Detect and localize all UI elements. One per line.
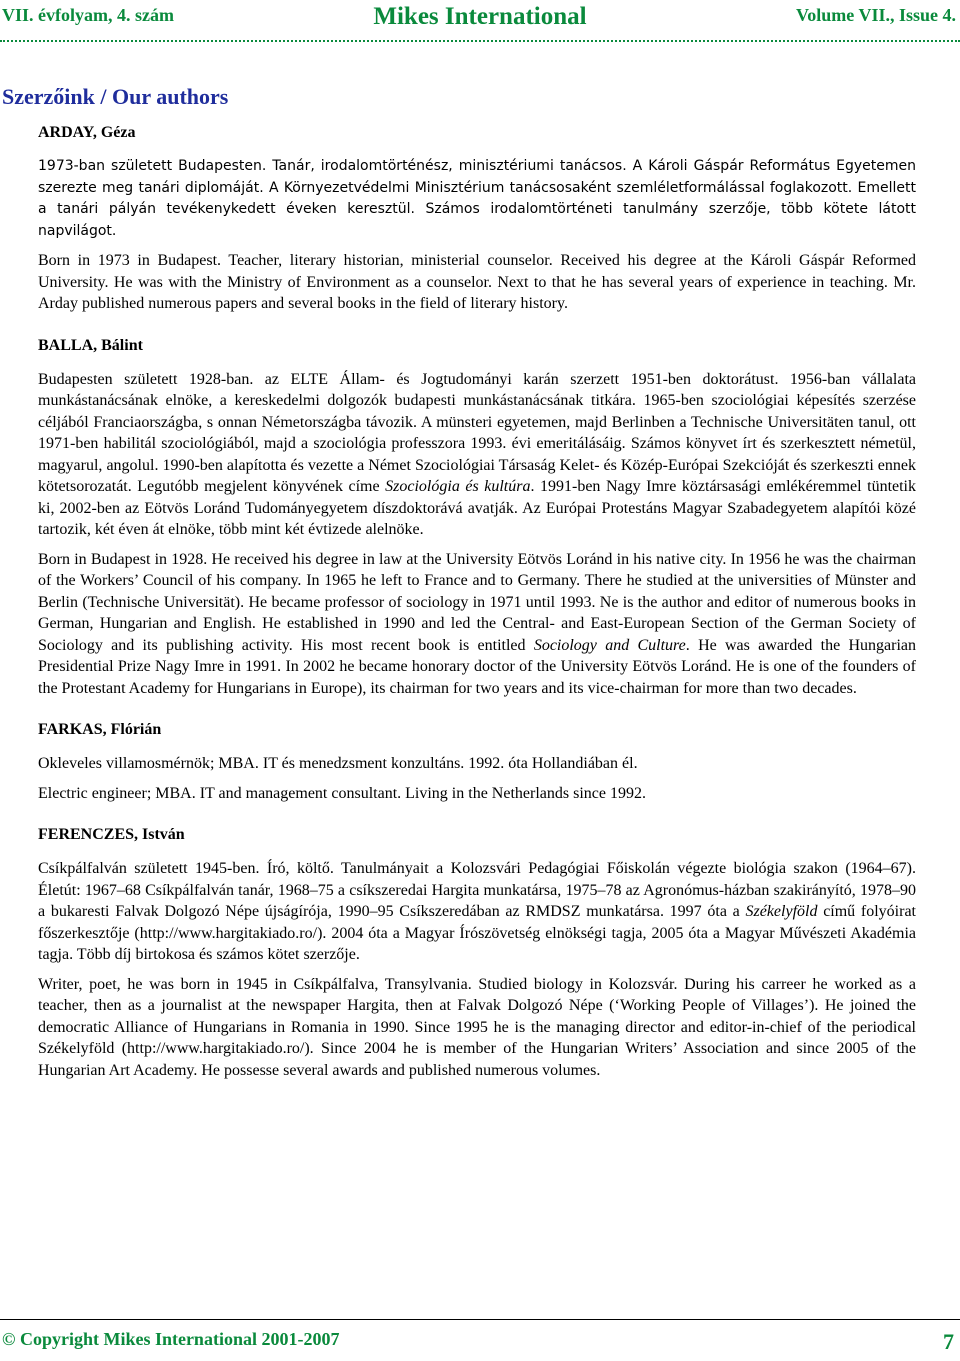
footer-copyright: © Copyright Mikes International 2001-2007 bbox=[2, 1329, 340, 1349]
author-name: FERENCZES, István bbox=[38, 826, 185, 843]
periodical-title: Székelyföld bbox=[745, 903, 818, 920]
bio-text: című folyóirat főszerkesztője (http://www.hargitakiado.ro/). 2004 óta a Magyar Írószövetség elnökségi tagja, 2005 óta a Magyar Művészeti Akadémia tagja. Több díj birtokosa és számos kötet szerzője. bbox=[38, 903, 916, 963]
page-number: 7 bbox=[943, 1329, 954, 1354]
bio-text: . He was awarded the Hungarian Presidential Prize Nagy Imre in 1991. In 2002 he became honorary doctor of the University Eötvös Loránd. He is one of the founders of the Protestant Academy for Hungarians in Europe), its chairman for two years and its vice-chairman for more than two decades. bbox=[38, 636, 917, 697]
header-divider bbox=[0, 40, 960, 42]
bio-text: Csíkpálfalván született 1945-ben. Író, költő. Tanulmányait a Kolozsvári Pedagógiai Főiskolán végezte biológia szakon (1964–67). Életút: 1967–68 Csíkpálfalván tanár, 1968–75 a csíkszeredai Hargita munkatársa, 1975–78 az Agronómus-házban szakirányító, 1978–90 a bukaresti Falvak Dolgozó Népe újságírója, 1990–95 Csíkszeredában az RMDSZ munkatársa. 1997 óta a bbox=[38, 860, 916, 920]
author-bio-hu: 1973-ban született Budapesten. Tanár, irodalomtörténész, minisztériumi tanácsos. A Károli Gáspár Református Egyetemen szerezte meg tanári diplomáját. A Környezetvédelmi Minisztérium tanácsosaként szemléletformálással foglakozott. Emellett a tanári pályán tevékenykedett éveken keresztül. Számos irodalomtörténeti tanulmány szerzője, több kötete látott napvilágot. bbox=[38, 158, 916, 239]
author-name: BALLA, Bálint bbox=[38, 336, 143, 354]
bio-text: . 1991-ben Nagy Imre köztársasági emlékéremmel tüntetik ki, 2002-ben az Eötvös Loránd Tudományegyetem díszdoktorává avatják. Az Európai Protestáns Magyar Szabadegyetem alapítói közé tartozik, két éven át elnöke, több mint két évtizede alelnöke. bbox=[38, 478, 917, 538]
header-issue-hu: VII. évfolyam, 4. szám bbox=[2, 5, 174, 25]
author-entry-balla bbox=[38, 337, 916, 700]
header-journal-title: Mikes International bbox=[373, 3, 587, 30]
author-name: ARDAY, Géza bbox=[38, 124, 136, 141]
author-entry-ferenczes bbox=[38, 826, 916, 1081]
author-entry-farkas bbox=[38, 721, 916, 804]
book-title: Szociológia és kultúra bbox=[385, 478, 531, 495]
section-title: Szerzőink / Our authors bbox=[2, 84, 229, 109]
author-bio-hu: Okleveles villamosmérnök; MBA. IT és menedzsment konzultáns. 1992. óta Hollandiában él. bbox=[38, 755, 638, 772]
author-bio-en bbox=[38, 549, 916, 700]
bio-text: Budapesten született 1928-ban. az ELTE Állam- és Jogtudományi karán szerzett 1951-ben doktorátust. 1956-ban vállalata munkástanácsának elnöke, a kereskedelmi dolgozók budapesti munkástanácsának titkára. 1965-ben szociológiai képesítés szerzése céljából Franciaországba, s onnan Németországba távozik. A münsteri egyetemen, majd Berlinben a Technische Universitäten tanul, ott 1971-ben habilitál szociológiából, majd a szociológia professzora 1993. évi emeritálásáig. Számos könyvet írt és szerkesztett németül, magyarul, angolul. 1990-ben alapította és vezette a Német Szociológiai Társaság Kelet- és Közép-Európai Szekcióját és szerkeszti ennek kötetsorozatát. Legutóbb megjelent könyvének címe bbox=[38, 370, 916, 495]
author-bio-en: Electric engineer; MBA. IT and management consultant. Living in the Netherlands since 1992. bbox=[38, 784, 646, 802]
author-name: FARKAS, Flórián bbox=[38, 721, 162, 738]
author-bio-en: Writer, poet, he was born in 1945 in Csíkpálfalva, Transylvania. Studied biology in Kolozsvár. During his carreer he worked as a teacher, then as a journalist at the newspaper Hargita, then at Falvak Dolgozó Népe (‘Working People of Villages’). He joined the democratic Alliance of Hungarians in Romania in 1990. Since 1995 he is the managing director and editor-in-chief of the periodical Székelyföld (http://www.hargitakiado.ro/). Since 2004 he is member of the Hungarian Writers’ Association and since 2005 of the Hungarian Art Academy. He possesse several awards and published numerous volumes. bbox=[38, 975, 916, 1079]
page-header bbox=[0, 0, 960, 40]
book-title: Sociology and Culture bbox=[533, 636, 686, 654]
header-issue-en: Volume VII., Issue 4. bbox=[795, 5, 956, 25]
author-entry-arday bbox=[38, 124, 916, 315]
author-bio-en: Born in 1973 in Budapest. Teacher, literary historian, ministerial counselor. Received his degree at the Károli Gáspár Reformed University. He was with the Ministry of Environment as a counselor. Next to that he has several years of experience in teaching. Mr. Arday published numerous papers and several books in the field of literary history. bbox=[38, 252, 916, 312]
footer-divider bbox=[0, 1319, 960, 1320]
author-bio-hu bbox=[38, 369, 916, 541]
author-bio-hu bbox=[38, 858, 916, 966]
authors-list bbox=[38, 124, 916, 1103]
bio-text: Born in Budapest in 1928. He received his degree in law at the University Eötvös Loránd in his native city. In 1956 he was the chairman of the Workers’ Council of his company. In 1965 he left to France and to Germany. There he studied at the universities of Münster and Berlin (Technische Universität). He became professor of sociology in 1971 until 1993. Ne is the author and editor of numerous books in German, Hungarian and English. He established in 1990 and led the Central- and East-European Section of the German Society of Sociology and its publishing activity. His most recent book is entitled bbox=[38, 550, 916, 654]
